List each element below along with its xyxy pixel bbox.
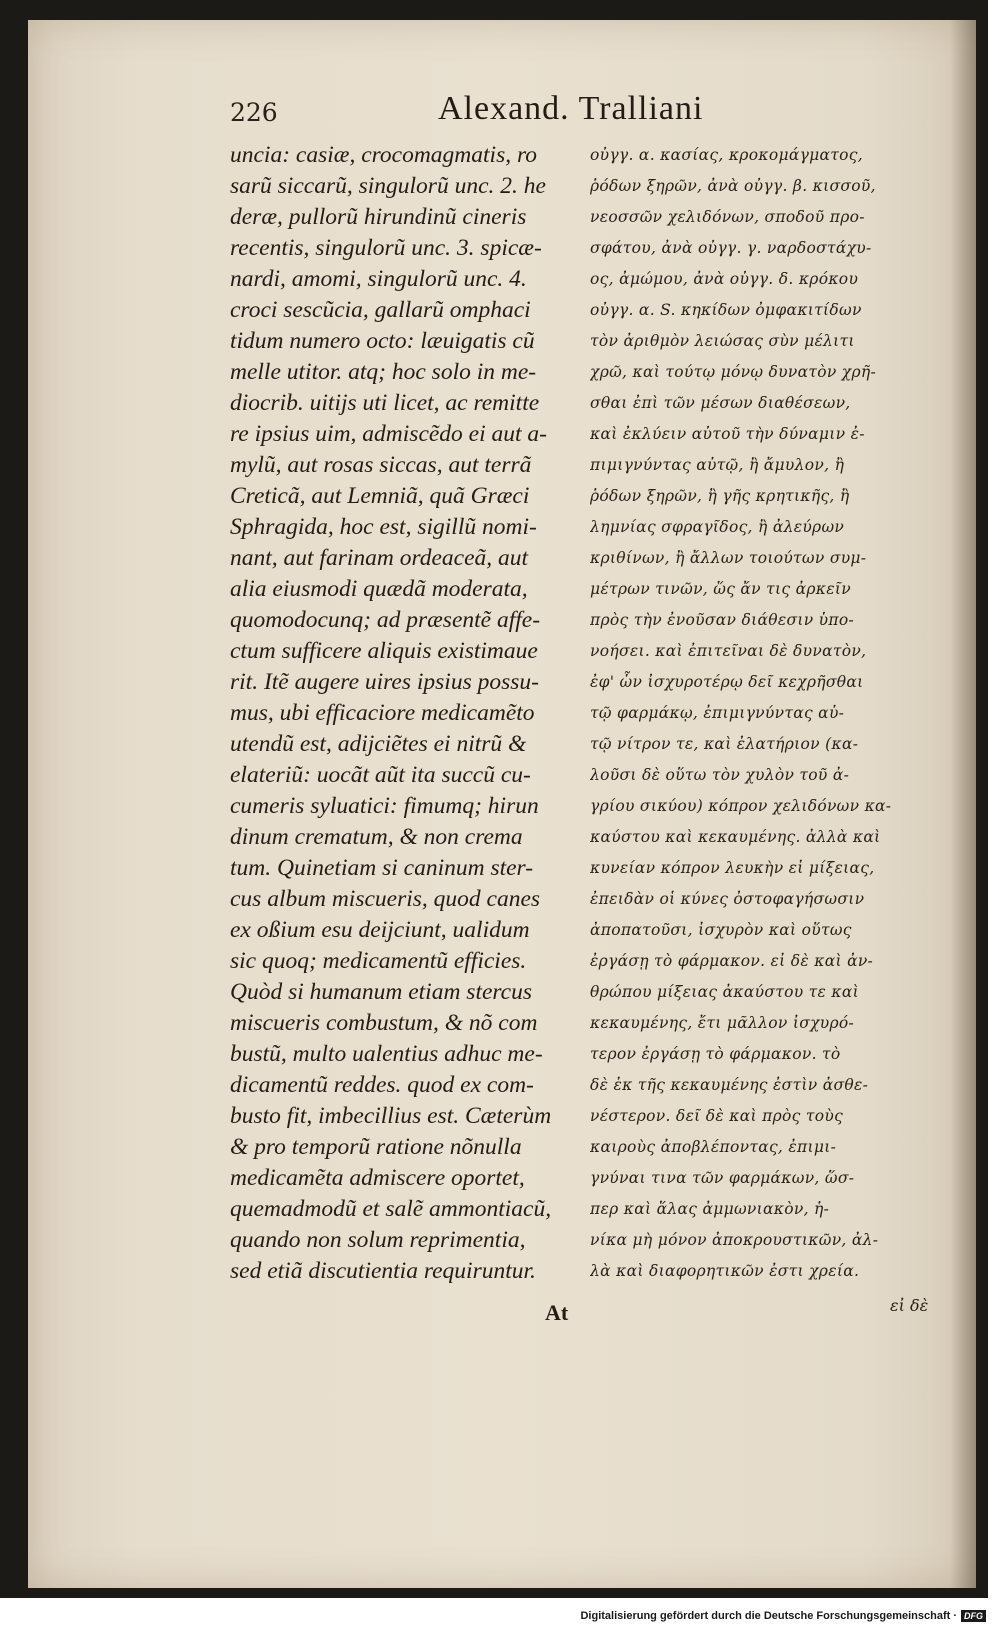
page-number: 226	[230, 98, 278, 127]
greek-text-line: λημνίας σφραγῖδος, ἢ ἀλεύρων	[590, 518, 845, 536]
greek-text-line: καὶ ἐκλύειν αὐτοῦ τὴν δύναμιν ἐ-	[590, 425, 865, 443]
greek-text-line: πιμιγνύντας αὐτῷ, ἢ ἄμυλον, ἢ	[590, 456, 845, 474]
latin-text-line: quomodocunq; ad præsentẽ affe-	[230, 607, 541, 633]
latin-text-line: sarũ siccarũ, singulorũ unc. 2. he	[230, 173, 546, 199]
latin-text-line: bustũ, multo ualentius adhuc me-	[230, 1041, 543, 1067]
greek-text-line: μέτρων τινῶν, ὥς ἄν τις ἀρκεῖν	[590, 580, 851, 598]
latin-text-line: elateriũ: uocãt aũt ita succũ cu-	[230, 762, 531, 788]
greek-text-line: ῥόδων ξηρῶν, ἀνὰ οὐγγ. β. κισσοῦ,	[590, 177, 876, 195]
running-head	[230, 90, 930, 138]
running-title: Alexand. Tralliani	[438, 90, 704, 127]
greek-catchword: εἰ δὲ	[890, 1296, 929, 1315]
latin-text-line: recentis, singulorũ unc. 3. spicæ-	[230, 235, 542, 261]
greek-column	[590, 140, 930, 1287]
greek-text-line: νέστερον. δεῖ δὲ καὶ πρὸς τοὺς	[590, 1107, 844, 1125]
binding-shadow	[950, 20, 976, 1588]
latin-text-line: ctum sufficere aliquis existimaue	[230, 638, 538, 664]
greek-text-line: κριθίνων, ἢ ἄλλων τοιούτων συμ-	[590, 549, 867, 567]
latin-text-line: mus, ubi efficaciore medicamẽto	[230, 700, 535, 726]
greek-text-line: τὸν ἀριθμὸν λειώσας σὺν μέλιτι	[590, 332, 855, 350]
latin-text-line: alia eiusmodi quædã moderata,	[230, 576, 528, 602]
latin-text-line: ex oßium esu deijciunt, ualidum	[230, 917, 530, 943]
latin-text-line: quemadmodũ et salẽ ammontiacũ,	[230, 1196, 552, 1222]
greek-text-line: λοῦσι δὲ οὕτω τὸν χυλὸν τοῦ ἀ-	[590, 766, 850, 784]
latin-text-line: dinum crematum, & non crema	[230, 824, 523, 850]
greek-text-line: οὐγγ. α. κασίας, κροκομάγματος,	[590, 146, 864, 164]
latin-catchword: At	[545, 1300, 569, 1325]
greek-text-line: τῷ φαρμάκῳ, ἐπιμιγνύντας αὐ-	[590, 704, 845, 722]
greek-text-line: γνύναι τινα τῶν φαρμάκων, ὥσ-	[590, 1169, 855, 1187]
greek-text-line: σφάτου, ἀνὰ οὐγγ. γ. ναρδοστάχυ-	[590, 239, 872, 257]
greek-text-line: θρώπου μίξειας ἀκαύστου τε καὶ	[590, 983, 859, 1001]
latin-text-line: Creticã, aut Lemniã, quã Græci	[230, 483, 530, 509]
greek-text-line: χρῶ, καὶ τούτῳ μόνῳ δυνατὸν χρῆ-	[590, 363, 877, 381]
greek-text-line: δὲ ἐκ τῆς κεκαυμένης ἐστὶν ἀσθε-	[590, 1076, 869, 1094]
greek-text-line: πρὸς τὴν ἐνοῦσαν διάθεσιν ὑπο-	[590, 611, 855, 629]
latin-text-line: Quòd si humanum etiam stercus	[230, 979, 533, 1005]
greek-text-line: νεοσσῶν χελιδόνων, σποδοῦ προ-	[590, 208, 865, 226]
greek-text-line: ῥόδων ξηρῶν, ἢ γῆς κρητικῆς, ἢ	[590, 487, 850, 505]
greek-text-line: ἐφ' ὧν ἰσχυροτέρῳ δεῖ κεχρῆσθαι	[590, 673, 864, 691]
latin-text-line: nant, aut farinam ordeaceã, aut	[230, 545, 529, 571]
greek-text-line: λὰ καὶ διαφορητικῶν ἐστι χρεία.	[590, 1262, 860, 1280]
latin-text-line: sic quoq; medicamentũ efficies.	[230, 948, 527, 974]
greek-text-line: σθαι ἐπὶ τῶν μέσων διαθέσεων,	[590, 394, 851, 412]
latin-text-line: sed etiã discutientia requiruntur.	[230, 1258, 536, 1284]
latin-text-line: diocrib. uitijs uti licet, ac remitte	[230, 390, 540, 416]
latin-text-line: uncia: casiæ, crocomagmatis, ro	[230, 142, 537, 168]
latin-text-line: & pro temporũ ratione nõnulla	[230, 1134, 522, 1160]
latin-text-line: tum. Quinetiam si caninum ster-	[230, 855, 534, 881]
latin-text-line: tidum numero octo: læuigatis cũ	[230, 328, 535, 354]
latin-text-line: busto fit, imbecillius est. Cæterùm	[230, 1103, 552, 1129]
credit-text: Digitalisierung gefördert durch die Deutsche Forschungsgemeinschaft ·	[580, 1610, 957, 1622]
latin-text-line: Sphragida, hoc est, sigillũ nomi-	[230, 514, 537, 540]
latin-text-line: rit. Itẽ augere uires ipsius possu-	[230, 669, 539, 695]
greek-text-line: γρίου σικύου) κόπρον χελιδόνων κα-	[590, 797, 892, 815]
greek-text-line: κεκαυμένης, ἔτι μᾶλλον ἰσχυρό-	[590, 1014, 855, 1032]
latin-text-line: cumeris syluatici: fimumq; hirun	[230, 793, 539, 819]
greek-text-line: κυνείαν κόπρον λευκὴν εἰ μίξειας,	[590, 859, 875, 877]
dfg-logo: DFG	[961, 1610, 986, 1622]
latin-text-line: nardi, amomi, singulorũ unc. 4.	[230, 266, 527, 292]
latin-text-line: deræ, pullorũ hirundinũ cineris	[230, 204, 527, 230]
greek-text-line: οὐγγ. α. S. κηκίδων ὀμφακιτίδων	[590, 301, 862, 319]
greek-text-line: ἐπειδὰν οἱ κύνες ὀστοφαγήσωσιν	[590, 890, 865, 908]
greek-text-line: ἀποπατοῦσι, ἰσχυρὸν καὶ οὕτως	[590, 921, 852, 939]
greek-text-line: ος, ἀμώμου, ἀνὰ οὐγγ. δ. κρόκου	[590, 270, 859, 288]
latin-text-line: quando non solum reprimentia,	[230, 1227, 526, 1253]
latin-text-line: melle utitor. atq; hoc solo in me-	[230, 359, 537, 385]
latin-column	[230, 140, 590, 1287]
latin-text-line: croci sescũcia, gallarũ omphaci	[230, 297, 531, 323]
greek-text-line: καύστου καὶ κεκαυμένης. ἀλλὰ καὶ	[590, 828, 881, 846]
greek-text-line: τῷ νίτρον τε, καὶ ἐλατήριον (κα-	[590, 735, 859, 753]
greek-text-line: νοήσει. καὶ ἐπιτεῖναι δὲ δυνατὸν,	[590, 642, 867, 660]
greek-text-line: καιροὺς ἀποβλέποντας, ἐπιμι-	[590, 1138, 837, 1156]
greek-text-line: νίκα μὴ μόνον ἀποκρουστικῶν, ἀλ-	[590, 1231, 879, 1249]
greek-text-line: ἐργάσῃ τὸ φάρμακον. εἰ δὲ καὶ ἀν-	[590, 952, 874, 970]
latin-text-line: mylũ, aut rosas siccas, aut terrã	[230, 452, 532, 478]
latin-text-line: cus album miscueris, quod canes	[230, 886, 541, 912]
latin-text-line: utendũ est, adijciẽtes ei nitrũ &	[230, 731, 527, 757]
latin-text-line: dicamentũ reddes. quod ex com-	[230, 1072, 534, 1098]
latin-text-line: re ipsius uim, admiscẽdo ei aut a-	[230, 421, 547, 447]
digitization-credit	[580, 1610, 986, 1622]
latin-text-line: miscueris combustum, & nõ com	[230, 1010, 538, 1036]
greek-text-line: τερον ἐργάσῃ τὸ φάρμακον. τὸ	[590, 1045, 841, 1063]
latin-text-line: medicamẽta admiscere oportet,	[230, 1165, 525, 1191]
greek-text-line: περ καὶ ἅλας ἀμμωνιακὸν, ἡ-	[590, 1200, 830, 1218]
